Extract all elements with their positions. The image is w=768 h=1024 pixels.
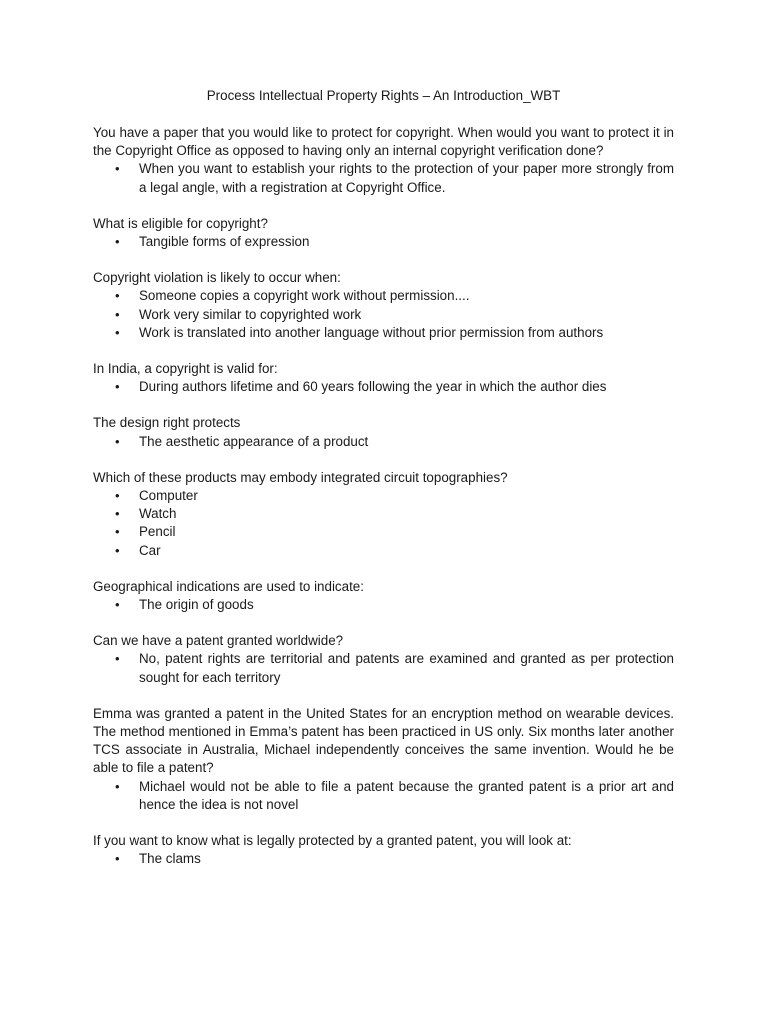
question-text: What is eligible for copyright?	[93, 215, 268, 231]
question-text: Can we have a patent granted worldwide?	[93, 633, 344, 649]
answer-list	[93, 487, 674, 560]
answer-item: • Michael would not be able to file a patent because the granted patent is a prior art and hence the idea is not novel	[93, 778, 674, 814]
answer-list	[93, 850, 674, 868]
question-text: If you want to know what is legally protected by a granted patent, you will look at:	[93, 833, 572, 849]
answer-list	[93, 596, 674, 614]
qa-section-india-validity	[93, 360, 674, 396]
answer-list	[93, 650, 674, 686]
question-text: Which of these products may embody integrated circuit topographies?	[93, 469, 508, 485]
answer-item: • Car	[93, 542, 674, 560]
answer-item: • Work very similar to copyrighted work	[93, 306, 674, 324]
qa-section-copyright-office	[93, 124, 674, 197]
answer-item: • Tangible forms of expression	[93, 233, 674, 251]
qa-section-ic-topographies	[93, 469, 674, 560]
answer-list	[93, 433, 674, 451]
answer-list	[93, 233, 674, 251]
answer-list	[93, 778, 674, 814]
qa-section-patent-worldwide	[93, 632, 674, 687]
qa-section-emma-patent	[93, 705, 674, 814]
answer-item: • The clams	[93, 850, 674, 868]
qa-section-eligible	[93, 215, 674, 251]
answer-item: • When you want to establish your rights to the protection of your paper more strongly from a legal angle, with a registration at Copyright Office.	[93, 160, 674, 196]
document-title: Process Intellectual Property Rights – An Introduction_WBT	[206, 88, 561, 103]
question-text: Emma was granted a patent in the United States for an encryption method on wearable devices. The method mentioned in Emma’s patent has been practiced in US only. Six months later another TCS associate in Australia, Michael independently conceives the same invention. Would he be able to file a patent?	[93, 705, 674, 776]
answer-item: • Work is translated into another language without prior permission from authors	[93, 324, 674, 342]
question-text: Copyright violation is likely to occur when:	[93, 270, 341, 286]
question-text: In India, a copyright is valid for:	[93, 361, 278, 377]
answer-item: • Someone copies a copyright work without permission....	[93, 287, 674, 305]
question-text: You have a paper that you would like to protect for copyright. When would you want to protect it in the Copyright Office as opposed to having only an internal copyright verification done?	[93, 125, 674, 159]
qa-section-violation	[93, 269, 674, 342]
answer-list	[93, 378, 674, 396]
answer-item: • The origin of goods	[93, 596, 674, 614]
qa-section-design-right	[93, 414, 674, 450]
question-text: The design right protects	[93, 415, 241, 431]
answer-list	[93, 287, 674, 342]
qa-section-patent-claims	[93, 832, 674, 868]
answer-item: • No, patent rights are territorial and patents are examined and granted as per protection sought for each territory	[93, 650, 674, 686]
answer-item: • Computer	[93, 487, 674, 505]
answer-item: • Pencil	[93, 523, 674, 541]
qa-section-geographical-indications	[93, 578, 674, 614]
answer-list	[93, 160, 674, 196]
answer-item: • The aesthetic appearance of a product	[93, 433, 674, 451]
question-text: Geographical indications are used to indicate:	[93, 578, 364, 594]
answer-item: • Watch	[93, 505, 674, 523]
answer-item: • During authors lifetime and 60 years following the year in which the author dies	[93, 378, 674, 396]
